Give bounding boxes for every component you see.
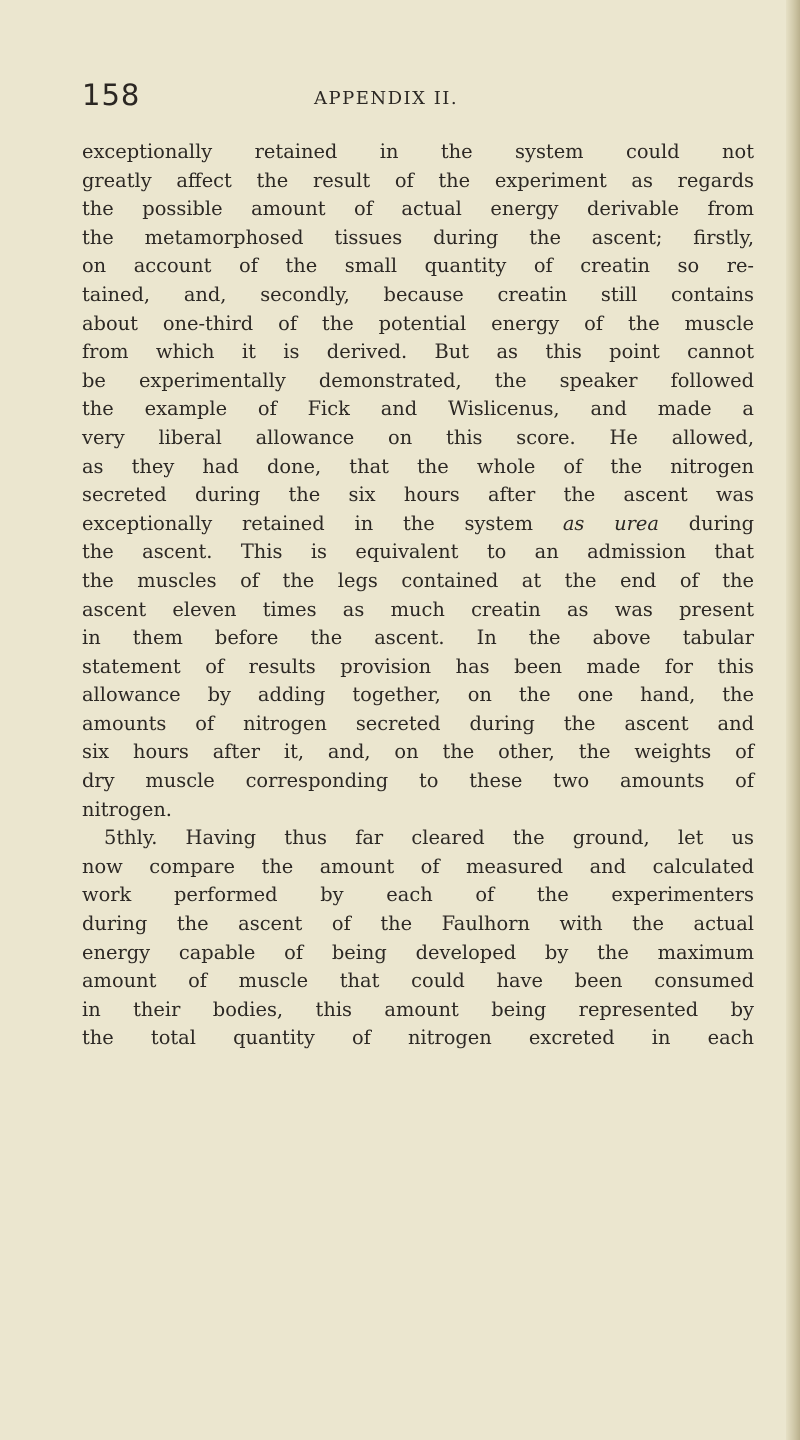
text-line: tained, and, secondly, because creatin still contains	[82, 282, 754, 306]
text-line: nitrogen.	[82, 797, 172, 821]
text-line: about one-third of the potential energy of the muscle	[82, 311, 754, 335]
text-line: secreted during the six hours after the ascent was	[82, 483, 754, 507]
body-text	[82, 138, 754, 1053]
running-head: APPENDIX II.	[314, 88, 459, 109]
page-number: 158	[82, 78, 141, 112]
text-line-with-italic	[82, 510, 754, 539]
text-line: amount of muscle that could have been consumed	[82, 969, 754, 993]
text-line: the muscles of the legs contained at the end of the	[82, 568, 754, 592]
text-line: in their bodies, this amount being represented by	[82, 997, 754, 1021]
text-line: six hours after it, and, on the other, the weights of	[82, 740, 754, 764]
italic-phrase: as urea	[562, 511, 659, 535]
text-line: energy capable of being developed by the maximum	[82, 940, 754, 964]
text-fragment: exceptionally retained in the system	[82, 511, 534, 535]
text-line: the possible amount of actual energy derivable from	[82, 197, 754, 221]
text-line: the ascent. This is equivalent to an admission that	[82, 540, 754, 564]
text-line: dry muscle corresponding to these two amounts of	[82, 769, 754, 793]
page-edge-shadow	[786, 0, 800, 1440]
text-line: as they had done, that the whole of the nitrogen	[82, 454, 754, 478]
text-line: very liberal allowance on this score. He allowed,	[82, 425, 754, 449]
text-line: on account of the small quantity of creatin so re-	[82, 254, 754, 278]
text-line: greatly affect the result of the experiment as regards	[82, 168, 754, 192]
text-line: work performed by each of the experimenters	[82, 883, 754, 907]
text-line: the example of Fick and Wislicenus, and made a	[82, 397, 754, 421]
text-line: the total quantity of nitrogen excreted in each	[82, 1026, 754, 1050]
paragraph-start-line: 5thly. Having thus far cleared the ground, let us	[104, 826, 754, 850]
text-line: ascent eleven times as much creatin as was present	[82, 597, 754, 621]
text-line: in them before the ascent. In the above tabular	[82, 626, 754, 650]
page-header	[0, 72, 800, 122]
text-line: exceptionally retained in the system could not	[82, 140, 754, 163]
text-line: during the ascent of the Faulhorn with the actual	[82, 912, 754, 936]
text-line: the metamorphosed tissues during the ascent; firstly,	[82, 225, 754, 249]
text-line: statement of results provision has been made for this	[82, 654, 754, 678]
text-line: from which it is derived. But as this point cannot	[82, 340, 754, 364]
text-line: amounts of nitrogen secreted during the ascent and	[82, 711, 754, 735]
text-line: now compare the amount of measured and calculated	[82, 854, 754, 878]
text-line: be experimentally demonstrated, the speaker followed	[82, 368, 754, 392]
text-fragment: during	[688, 511, 754, 535]
text-line: allowance by adding together, on the one hand, the	[82, 683, 754, 707]
